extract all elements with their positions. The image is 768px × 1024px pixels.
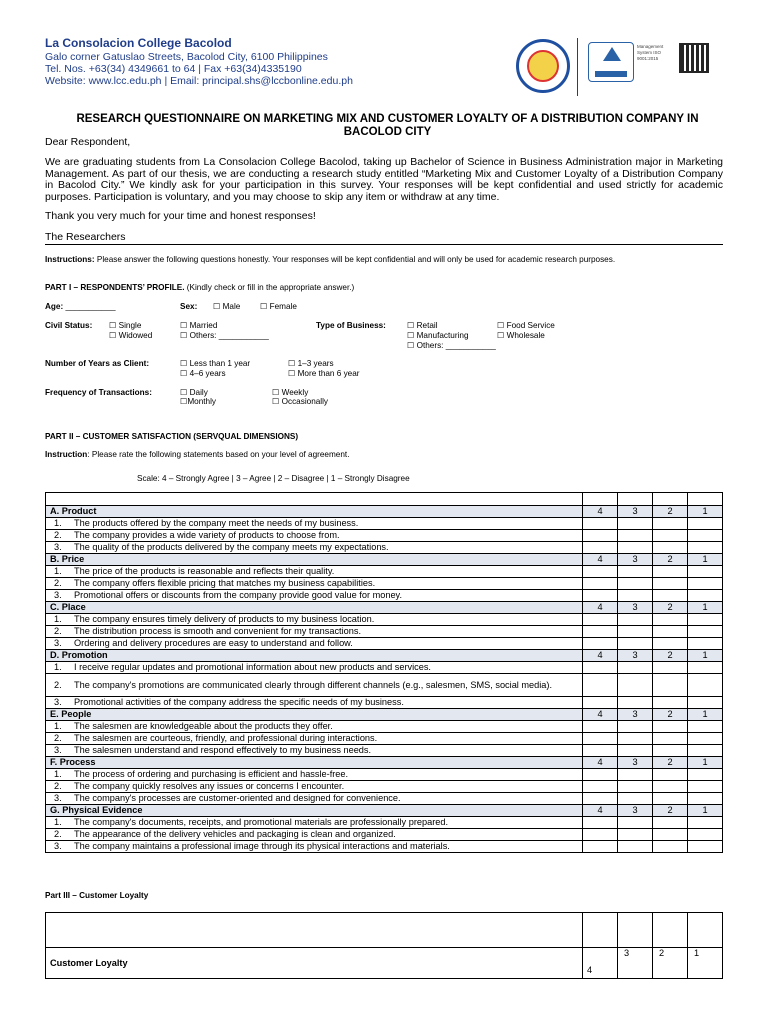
rating-header-4: 4 [583, 757, 618, 769]
rating-cell[interactable] [618, 769, 653, 781]
rating-header-1: 1 [688, 554, 723, 566]
rating-cell[interactable] [583, 662, 618, 674]
header-blank [653, 493, 688, 506]
loyalty-table [45, 912, 723, 979]
institution-web: Website: www.lcc.edu.ph | Email: principal.shs@lccbonline.edu.ph [45, 75, 353, 87]
statement-number: 1. [54, 721, 62, 731]
rating-cell[interactable] [583, 829, 618, 841]
rating-cell[interactable] [653, 638, 688, 650]
statement-row [46, 530, 723, 542]
statement [50, 697, 578, 708]
rating-cell[interactable] [583, 769, 618, 781]
statement-text: The appearance of the delivery vehicles and packaging is clean and organized. [74, 829, 396, 839]
rating-cell[interactable] [618, 841, 653, 853]
statement-text: The company maintains a professional image through its physical interactions and materials. [74, 841, 450, 851]
statement [50, 817, 578, 828]
institution-name: La Consolacion College Bacolod [45, 36, 232, 50]
statement-number: 3. [54, 590, 62, 600]
loyalty-header-cell [583, 913, 618, 948]
signoff: The Researchers [45, 231, 126, 243]
section-row [46, 602, 723, 614]
statement-number: 1. [54, 662, 62, 672]
statement-cell [46, 542, 583, 554]
rating-cell[interactable] [688, 793, 723, 805]
statement-text: The distribution process is smooth and convenient for my transactions. [74, 626, 361, 636]
freq-monthly-checkbox[interactable]: ☐Monthly [180, 397, 217, 406]
age-field[interactable]: Age: ___________ [45, 302, 116, 311]
rating-cell[interactable] [583, 614, 618, 626]
rating-cell[interactable] [618, 781, 653, 793]
rating-header-4: 4 [583, 602, 618, 614]
rating-cell[interactable] [688, 566, 723, 578]
statement-number: 1. [54, 518, 62, 528]
years-gt6-checkbox[interactable]: ☐ More than 6 year [288, 369, 360, 378]
section-divider [45, 244, 723, 245]
statement-cell [46, 530, 583, 542]
statement-text: The salesmen understand and respond effectively to my business needs. [74, 745, 372, 755]
statement [50, 733, 578, 744]
rating-cell[interactable] [653, 793, 688, 805]
rating-cell[interactable] [618, 566, 653, 578]
sex-male-checkbox[interactable]: ☐ Male [213, 302, 241, 311]
statement [50, 566, 578, 577]
statement-row [46, 518, 723, 530]
statement [50, 518, 578, 529]
section-title: E. People [46, 709, 583, 721]
rating-header-1: 1 [688, 757, 723, 769]
rating-cell[interactable] [618, 793, 653, 805]
rating-cell[interactable] [618, 590, 653, 602]
statement [50, 829, 578, 840]
section-row [46, 650, 723, 662]
statement-text: Promotional offers or discounts from the company provide good value for money. [74, 590, 403, 600]
rating-cell[interactable] [653, 674, 688, 697]
rating-cell[interactable] [688, 817, 723, 829]
statement [50, 638, 578, 649]
loyalty-header-cell [618, 913, 653, 948]
statement [50, 542, 578, 553]
statement [50, 662, 578, 673]
rating-cell[interactable] [583, 721, 618, 733]
rating-cell[interactable] [653, 829, 688, 841]
freq-daily-checkbox[interactable]: ☐ Daily [180, 388, 208, 397]
rating-cell[interactable] [583, 566, 618, 578]
rating-cell[interactable] [688, 841, 723, 853]
header-divider [577, 38, 578, 96]
rating-cell[interactable] [688, 542, 723, 554]
section-row [46, 506, 723, 518]
statement-text: Ordering and delivery procedures are easy to understand and follow. [74, 638, 353, 648]
rating-cell[interactable] [583, 674, 618, 697]
rating-header-3: 3 [618, 506, 653, 518]
statement-number: 2. [54, 829, 62, 839]
header-blank [688, 493, 723, 506]
rating-cell[interactable] [583, 638, 618, 650]
section-title: F. Process [46, 757, 583, 769]
section-row [46, 554, 723, 566]
rating-cell[interactable] [653, 590, 688, 602]
statement-text: The company's documents, receipts, and promotional materials are professionally prepared. [74, 817, 449, 827]
statement-cell [46, 769, 583, 781]
statement-cell [46, 745, 583, 757]
statement-number: 2. [54, 733, 62, 743]
rating-cell[interactable] [618, 518, 653, 530]
statement-cell [46, 721, 583, 733]
statement-cell [46, 841, 583, 853]
statement-row [46, 769, 723, 781]
header-blank [583, 493, 618, 506]
rating-cell[interactable] [583, 841, 618, 853]
rating-cell[interactable] [618, 697, 653, 709]
rating-header-3: 3 [618, 757, 653, 769]
statement [50, 745, 578, 756]
rating-cell[interactable] [653, 578, 688, 590]
rating-cell[interactable] [688, 697, 723, 709]
statement-cell [46, 518, 583, 530]
statement-text: The price of the products is reasonable and reflects their quality. [74, 566, 335, 576]
qr-code-icon [679, 43, 709, 73]
rating-cell[interactable] [688, 626, 723, 638]
statement-cell [46, 674, 583, 697]
civil-widowed-checkbox[interactable]: ☐ Widowed [109, 331, 153, 340]
greeting: Dear Respondent, [45, 136, 131, 148]
statement-row [46, 829, 723, 841]
rating-cell[interactable] [583, 542, 618, 554]
rating-header-2: 2 [653, 757, 688, 769]
rating-cell[interactable] [618, 626, 653, 638]
rating-cell[interactable] [688, 530, 723, 542]
college-seal-icon [516, 39, 570, 93]
statement-row [46, 721, 723, 733]
rating-header-2: 2 [653, 709, 688, 721]
statement-row [46, 745, 723, 757]
header-blank [618, 493, 653, 506]
statement [50, 721, 578, 732]
rating-header-3: 3 [618, 554, 653, 566]
statement-cell [46, 733, 583, 745]
statement-text: The products offered by the company meet the needs of my business. [74, 518, 359, 528]
statement-number: 3. [54, 697, 62, 707]
statement-number: 1. [54, 817, 62, 827]
statement-row [46, 781, 723, 793]
years-lt1-checkbox[interactable]: ☐ Less than 1 year [180, 359, 251, 368]
rating-header-1: 1 [688, 709, 723, 721]
rating-cell[interactable] [688, 733, 723, 745]
statement-text: The company quickly resolves any issues or concerns I encounter. [74, 781, 345, 791]
statement-text: The company's processes are customer-oriented and designed for convenience. [74, 793, 401, 803]
loyalty-row-label: Customer Loyalty [46, 948, 583, 979]
rating-header-2: 2 [653, 506, 688, 518]
civil-status-label: Civil Status: [45, 321, 93, 330]
loyalty-rating-4[interactable]: 4 [583, 948, 618, 979]
header-blank [46, 493, 583, 506]
rating-header-3: 3 [618, 805, 653, 817]
statement [50, 626, 578, 637]
rating-header-1: 1 [688, 805, 723, 817]
biz-manufacturing-checkbox[interactable]: ☐ Manufacturing [407, 331, 469, 340]
certification-text: Management System ISO 9001:2015 [637, 44, 664, 61]
civil-married-checkbox[interactable]: ☐ Married [180, 321, 218, 330]
statement-cell [46, 817, 583, 829]
rating-header-2: 2 [653, 805, 688, 817]
rating-header-2: 2 [653, 554, 688, 566]
rating-header-2: 2 [653, 602, 688, 614]
statement-text: The salesmen are courteous, friendly, and professional during interactions. [74, 733, 378, 743]
rating-cell[interactable] [583, 793, 618, 805]
rating-header-3: 3 [618, 650, 653, 662]
rating-header-4: 4 [583, 554, 618, 566]
statement-row [46, 626, 723, 638]
rating-scale: Scale: 4 – Strongly Agree | 3 – Agree | 2 – Disagree | 1 – Strongly Disagree [137, 474, 410, 483]
rating-cell[interactable] [688, 721, 723, 733]
rating-cell[interactable] [618, 721, 653, 733]
instructions: Instructions: Please answer the following questions honestly. Your responses will be kept confidential and will only be used for academic research purposes. [45, 255, 616, 264]
statement-text: The quality of the products delivered by the company meets my expectations. [74, 542, 389, 552]
rating-cell[interactable] [618, 674, 653, 697]
part1-title: PART I – RESPONDENTS’ PROFILE. (Kindly check or fill in the appropriate answer.) [45, 283, 355, 292]
rating-header-4: 4 [583, 709, 618, 721]
section-title: C. Place [46, 602, 583, 614]
rating-cell[interactable] [653, 769, 688, 781]
rating-cell[interactable] [688, 590, 723, 602]
rating-cell[interactable] [688, 745, 723, 757]
rating-cell[interactable] [653, 745, 688, 757]
rating-cell[interactable] [688, 518, 723, 530]
statement-cell [46, 578, 583, 590]
loyalty-header-blank [46, 913, 583, 948]
statement-row [46, 817, 723, 829]
civil-single-checkbox[interactable]: ☐ Single [109, 321, 142, 330]
rating-cell[interactable] [653, 841, 688, 853]
statement-cell [46, 626, 583, 638]
statement-number: 3. [54, 638, 62, 648]
document-title: RESEARCH QUESTIONNAIRE ON MARKETING MIX AND CUSTOMER LOYALTY OF A DISTRIBUTION COMPANY IN BACOLOD CITY [76, 113, 699, 138]
rating-cell[interactable] [688, 638, 723, 650]
rating-cell[interactable] [618, 829, 653, 841]
statement [50, 578, 578, 589]
section-title: D. Promotion [46, 650, 583, 662]
rating-cell[interactable] [583, 781, 618, 793]
statement-row [46, 590, 723, 602]
biz-retail-checkbox[interactable]: ☐ Retail [407, 321, 438, 330]
rating-cell[interactable] [618, 817, 653, 829]
rating-cell[interactable] [618, 662, 653, 674]
statement-text: The salesmen are knowledgeable about the products they offer. [74, 721, 333, 731]
statement-row [46, 674, 723, 697]
section-title: A. Product [46, 506, 583, 518]
loyalty-rating-2[interactable]: 2 [653, 948, 688, 979]
years-4-6-checkbox[interactable]: ☐ 4–6 years [180, 369, 226, 378]
statement-number: 1. [54, 614, 62, 624]
statement [50, 781, 578, 792]
rating-cell[interactable] [653, 626, 688, 638]
section-row [46, 757, 723, 769]
business-type-label: Type of Business: [316, 321, 386, 330]
rating-cell[interactable] [688, 674, 723, 697]
section-row [46, 805, 723, 817]
years-label: Number of Years as Client: [45, 359, 150, 368]
intro-paragraph: We are graduating students from La Consolacion College Bacolod, taking up Bachelor of Science in Business Administration major in Marketing Management. As part of our thesis, we are conducting a research study entitled “Marketing Mix and Customer Loyalty of a Distribution Company in Bacolod City.” We kindly ask for your participation in this survey. Your responses will be kept confidential and used strictly for academic purposes. Participation is voluntary, and you may choose to skip any item or withdraw at any time. [45, 156, 723, 203]
biz-others-checkbox[interactable]: ☐ Others: ___________ [407, 341, 496, 350]
section-title: B. Price [46, 554, 583, 566]
rating-header-1: 1 [688, 602, 723, 614]
rating-cell[interactable] [688, 614, 723, 626]
freq-weekly-checkbox[interactable]: ☐ Weekly [272, 388, 309, 397]
statement [50, 793, 578, 804]
section-row [46, 709, 723, 721]
rating-cell[interactable] [618, 745, 653, 757]
rating-cell[interactable] [688, 829, 723, 841]
rating-header-1: 1 [688, 506, 723, 518]
rating-cell[interactable] [583, 518, 618, 530]
rating-header-1: 1 [688, 650, 723, 662]
statement-number: 2. [54, 578, 62, 588]
statement-cell [46, 781, 583, 793]
rating-cell[interactable] [583, 626, 618, 638]
statement-row [46, 578, 723, 590]
rating-cell[interactable] [618, 614, 653, 626]
statement-number: 3. [54, 542, 62, 552]
statement-row [46, 697, 723, 709]
statement-row [46, 566, 723, 578]
statement-cell [46, 662, 583, 674]
part2-title: PART II – CUSTOMER SATISFACTION (SERVQUAL DIMENSIONS) [45, 432, 299, 441]
rating-cell[interactable] [583, 817, 618, 829]
statement [50, 680, 578, 690]
statement-number: 2. [54, 680, 62, 690]
thanks-text: Thank you very much for your time and honest responses! [45, 210, 316, 222]
frequency-label: Frequency of Transactions: [45, 388, 152, 397]
part3-title: Part III – Customer Loyalty [45, 891, 149, 900]
rating-header-2: 2 [653, 650, 688, 662]
sex-female-checkbox[interactable]: ☐ Female [260, 302, 297, 311]
statement-row [46, 638, 723, 650]
statement-cell [46, 697, 583, 709]
rating-cell[interactable] [688, 662, 723, 674]
rating-cell[interactable] [653, 542, 688, 554]
rating-cell[interactable] [583, 697, 618, 709]
statement-text: The company's promotions are communicated clearly through different channels (e.g., salesmen, SMS, social media). [74, 680, 553, 690]
rating-cell[interactable] [653, 662, 688, 674]
statement [50, 614, 578, 625]
civil-others-checkbox[interactable]: ☐ Others: ___________ [180, 331, 269, 340]
statement-number: 2. [54, 781, 62, 791]
statement-number: 1. [54, 566, 62, 576]
statement-number: 3. [54, 841, 62, 851]
statement-text: Promotional activities of the company address the specific needs of my business. [74, 697, 404, 707]
statement [50, 769, 578, 780]
rating-cell[interactable] [618, 638, 653, 650]
statement-row [46, 542, 723, 554]
biz-food-checkbox[interactable]: ☐ Food Service [497, 321, 555, 330]
rating-cell[interactable] [688, 578, 723, 590]
rating-cell[interactable] [653, 697, 688, 709]
years-1-3-checkbox[interactable]: ☐ 1–3 years [288, 359, 334, 368]
statement-row [46, 793, 723, 805]
biz-wholesale-checkbox[interactable]: ☐ Wholesale [497, 331, 545, 340]
rating-cell[interactable] [583, 590, 618, 602]
statement-cell [46, 638, 583, 650]
rating-header-4: 4 [583, 650, 618, 662]
rating-header-4: 4 [583, 805, 618, 817]
statement-cell [46, 590, 583, 602]
rating-cell[interactable] [583, 733, 618, 745]
statement [50, 841, 578, 852]
part2-instruction: Instruction: Please rate the following statements based on your level of agreement. [45, 450, 350, 459]
statement-cell [46, 614, 583, 626]
freq-occasionally-checkbox[interactable]: ☐ Occasionally [272, 397, 329, 406]
rating-cell[interactable] [688, 769, 723, 781]
statement-text: The company ensures timely delivery of products to my business location. [74, 614, 375, 624]
table-header-row [46, 493, 723, 506]
sex-label: Sex: [180, 302, 198, 311]
rating-cell[interactable] [583, 578, 618, 590]
rating-header-3: 3 [618, 709, 653, 721]
rating-header-4: 4 [583, 506, 618, 518]
rating-cell[interactable] [618, 530, 653, 542]
statement-text: The company offers flexible pricing that matches my business capabilities. [74, 578, 376, 588]
statement-number: 3. [54, 793, 62, 803]
rating-cell[interactable] [583, 530, 618, 542]
loyalty-header-cell [653, 913, 688, 948]
statement-row [46, 614, 723, 626]
servqual-table [45, 492, 723, 853]
certification-logo-icon [588, 42, 634, 82]
loyalty-header-cell [688, 913, 723, 948]
rating-cell[interactable] [653, 614, 688, 626]
statement-cell [46, 793, 583, 805]
statement-row [46, 662, 723, 674]
statement-row [46, 733, 723, 745]
rating-cell[interactable] [618, 578, 653, 590]
statement-number: 3. [54, 745, 62, 755]
institution-address: Galo corner Gatuslao Streets, Bacolod City, 6100 Philippines [45, 51, 328, 63]
rating-cell[interactable] [653, 566, 688, 578]
loyalty-rating-1[interactable]: 1 [688, 948, 723, 979]
rating-cell[interactable] [688, 781, 723, 793]
rating-cell[interactable] [653, 817, 688, 829]
statement-cell [46, 566, 583, 578]
institution-phone: Tel. Nos. +63(34) 4349661 to 64 | Fax +63(34)4335190 [45, 63, 302, 75]
statement [50, 590, 578, 601]
statement-text: I receive regular updates and promotional information about new products and services. [74, 662, 431, 672]
rating-cell[interactable] [618, 733, 653, 745]
rating-cell[interactable] [653, 530, 688, 542]
statement-row [46, 841, 723, 853]
rating-cell[interactable] [653, 781, 688, 793]
statement-text: The company provides a wide variety of products to choose from. [74, 530, 340, 540]
section-title: G. Physical Evidence [46, 805, 583, 817]
rating-header-3: 3 [618, 602, 653, 614]
loyalty-rating-3[interactable]: 3 [618, 948, 653, 979]
rating-cell[interactable] [618, 542, 653, 554]
statement [50, 530, 578, 541]
statement-cell [46, 829, 583, 841]
statement-text: The process of ordering and purchasing is efficient and hassle-free. [74, 769, 349, 779]
rating-cell[interactable] [653, 518, 688, 530]
rating-cell[interactable] [653, 721, 688, 733]
statement-number: 1. [54, 769, 62, 779]
rating-cell[interactable] [653, 733, 688, 745]
statement-number: 2. [54, 626, 62, 636]
statement-number: 2. [54, 530, 62, 540]
rating-cell[interactable] [583, 745, 618, 757]
